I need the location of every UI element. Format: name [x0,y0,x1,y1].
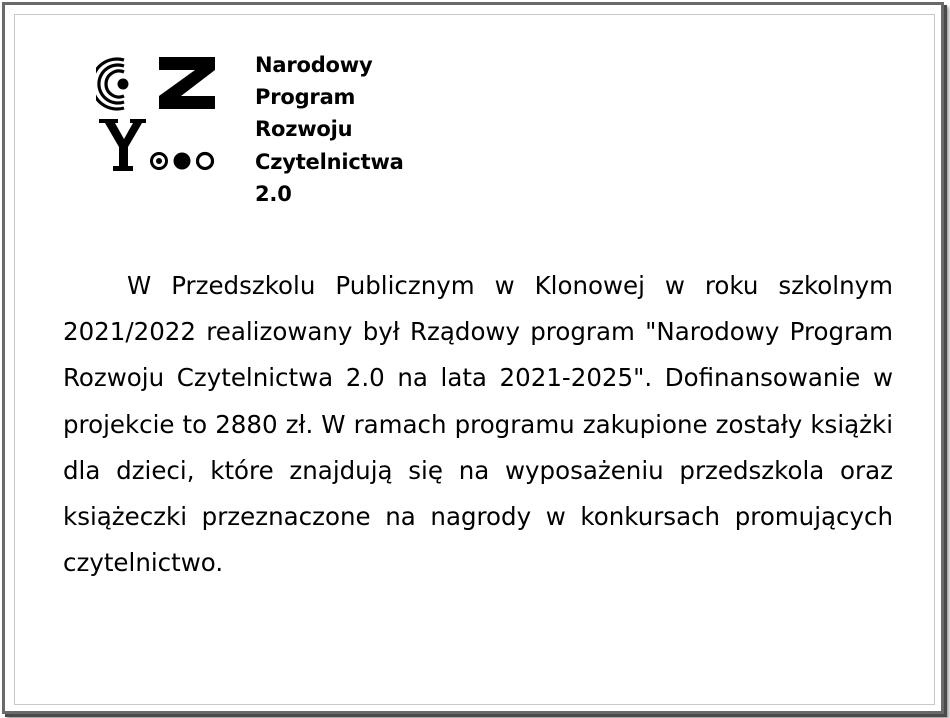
czy-logo-icon [96,55,216,175]
logo-line-3: Rozwoju [255,117,353,142]
logo-line-4: Czytelnictwa [255,149,404,174]
logo-line-5: 2.0 [255,181,292,206]
logo-line-2: Program [255,85,356,110]
logo-wordmark [255,49,404,210]
logo-line-1: Narodowy [255,53,373,77]
announcement-paragraph: W Przedszkolu Publicznym w Klonowej w roku szkolnym 2021/2022 realizowany był Rządowy program "Narodowy Program Rozwoju Czytelnictwa 2.0 na lata 2021-2025". Dofinansowanie w projekcie to 2880 zł. W ramach programu zakupione zostały książki dla dzieci, które znajdują się na wyposażeniu przedszkola oraz książeczki przeznaczone na nagrody w konkursach promujących czytelnictwo. [63,271,893,578]
